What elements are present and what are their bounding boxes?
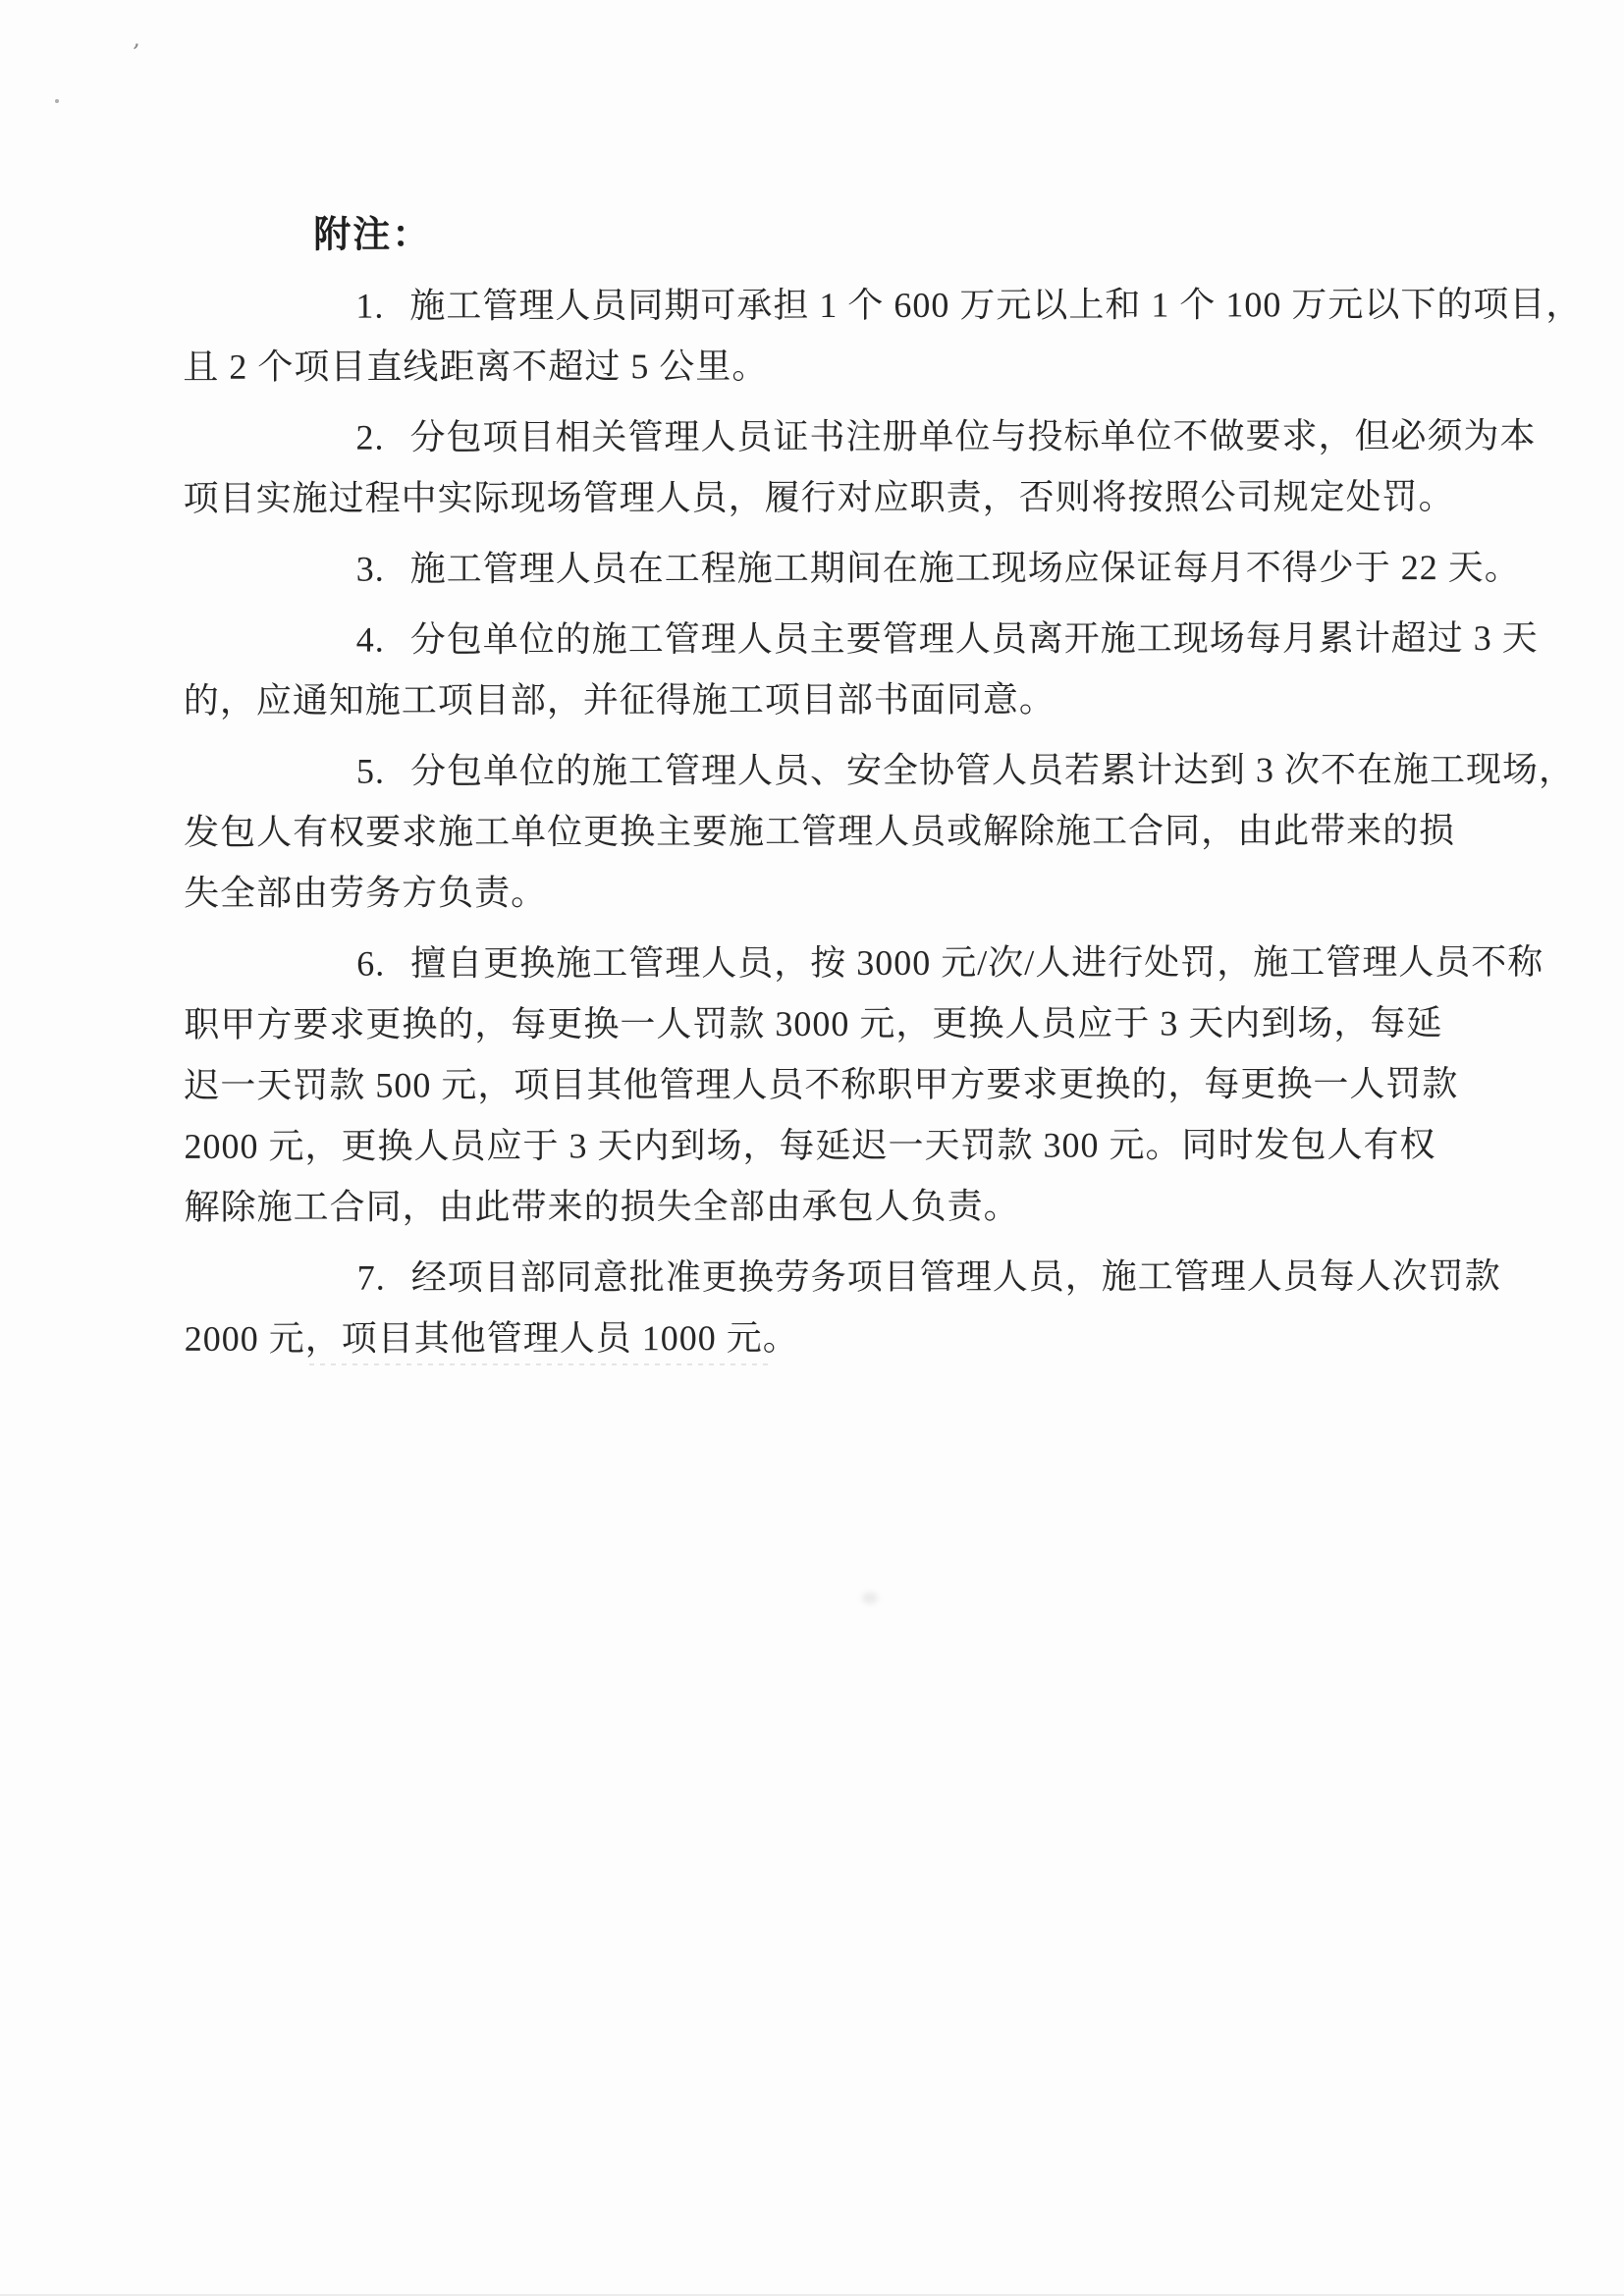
- note-item-1: [183, 274, 1583, 398]
- note-text: 擅自更换施工管理人员，按 3000 元/次/人进行处罚，施工管理人员不称: [410, 941, 1544, 984]
- note-number: 2.: [355, 417, 385, 457]
- note-number: 3.: [355, 549, 385, 589]
- note-item-5: [184, 739, 1576, 924]
- scan-speck-apostrophe: ʼ: [129, 38, 140, 68]
- note-number: 7.: [356, 1257, 386, 1298]
- note-number: 1.: [355, 286, 385, 326]
- document-body: [183, 203, 1583, 1379]
- note-item-4: [183, 608, 1539, 731]
- note-line: 失全部由劳务方负责。: [184, 873, 548, 913]
- note-text: 分包项目相关管理人员证书注册单位与投标单位不做要求，但必须为本: [409, 415, 1537, 457]
- scan-streak-artifact: [309, 1363, 771, 1365]
- note-text: 分包单位的施工管理人员主要管理人员离开施工现场每月累计超过 3 天: [409, 617, 1539, 660]
- note-text: 分包单位的施工管理人员、安全协管人员若累计达到 3 次不在施工现场，: [409, 749, 1576, 791]
- note-item-3: [184, 537, 1521, 600]
- note-line: 职甲方要求更换的，每更换一人罚款 3000 元，更换人员应于 3 天内到场，每延: [184, 1003, 1443, 1044]
- note-line: [184, 739, 1576, 802]
- note-number: 4.: [355, 619, 385, 660]
- note-line: 且 2 个项目直线距离不超过 5 公里。: [183, 347, 769, 387]
- note-number: 5.: [355, 751, 385, 791]
- note-line: [184, 537, 1521, 600]
- note-line: [185, 1246, 1501, 1308]
- note-number: 6.: [356, 943, 386, 984]
- note-line: [184, 608, 1539, 670]
- note-text: 施工管理人员同期可承担 1 个 600 万元以上和 1 个 100 万元以下的项目，: [409, 284, 1583, 326]
- note-line: 的，应通知施工项目部，并征得施工项目部书面同意。: [183, 679, 1056, 721]
- note-item-7: [184, 1246, 1501, 1369]
- note-line: [183, 405, 1537, 468]
- note-line: 项目实施过程中实际现场管理人员，履行对应职责，否则将按照公司规定处罚。: [183, 477, 1455, 518]
- note-item-6: [184, 932, 1544, 1238]
- note-line: 2000 元，更换人员应于 3 天内到场，每延迟一天罚款 300 元。同时发包人有权: [184, 1125, 1436, 1166]
- note-line: 解除施工合同，由此带来的损失全部由承包人负责。: [184, 1186, 1020, 1227]
- note-line: 2000 元，项目其他管理人员 1000 元。: [184, 1317, 799, 1359]
- notes-heading: 附注：: [313, 214, 432, 256]
- note-item-2: [183, 405, 1537, 529]
- note-text: 经项目部同意批准更换劳务项目管理人员，施工管理人员每人次罚款: [410, 1255, 1501, 1298]
- scan-speck-dot: [55, 99, 59, 103]
- note-line: [183, 285, 1582, 326]
- note-line: 迟一天罚款 500 元，项目其他管理人员不称职甲方要求更换的，每更换一人罚款: [184, 1064, 1459, 1105]
- note-line: [184, 932, 1544, 994]
- scan-smudge-artifact: [862, 1592, 878, 1604]
- note-text: 施工管理人员在工程施工期间在施工现场应保证每月不得少于 22 天。: [409, 547, 1521, 589]
- note-line: 发包人有权要求施工单位更换主要施工管理人员或解除施工合同，由此带来的损: [184, 811, 1456, 852]
